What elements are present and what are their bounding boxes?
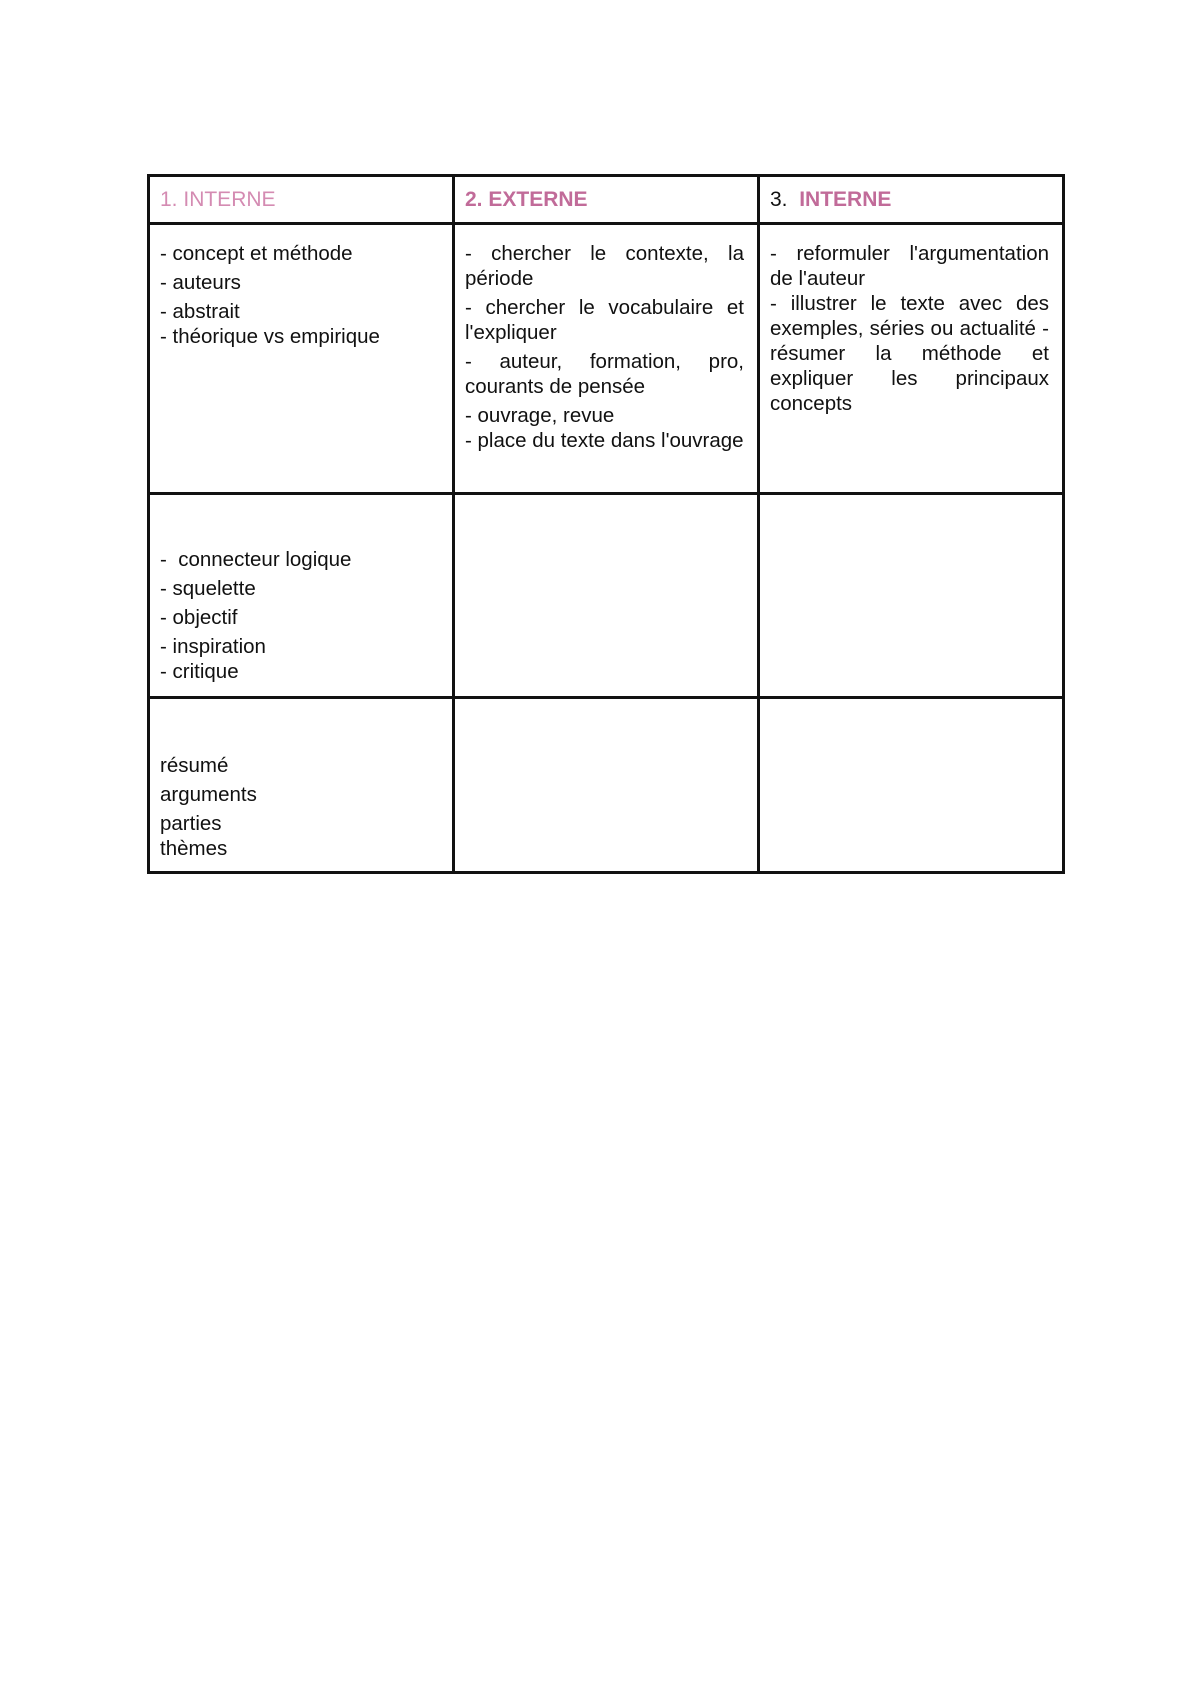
- header-label: INTERNE: [183, 188, 276, 211]
- header-number: 1.: [160, 188, 178, 211]
- cell-row2-col1: [149, 494, 454, 698]
- list-item: - critique: [160, 660, 239, 683]
- table-row: [149, 494, 1064, 698]
- list-item: - reformuler l'argumentation de l'auteur: [770, 242, 1049, 290]
- list-item: - abstrait: [160, 300, 240, 323]
- cell-row2-col3: [759, 494, 1064, 698]
- cell-row3-col3: [759, 698, 1064, 873]
- header-cell-interne-3: [759, 176, 1064, 224]
- list-item: - chercher le vocabulaire et l'expliquer: [465, 296, 744, 344]
- list-item: - auteur, formation, pro, courants de pensée: [465, 350, 744, 398]
- header-number: 2.: [465, 188, 483, 211]
- header-cell-externe: [454, 176, 759, 224]
- header-label: INTERNE: [799, 188, 892, 211]
- cell-row3-col2: [454, 698, 759, 873]
- list-item: - objectif: [160, 606, 238, 629]
- table-row: [149, 698, 1064, 873]
- table-row: [149, 224, 1064, 494]
- methodology-table: [147, 174, 1065, 874]
- header-row: [149, 176, 1064, 224]
- list-item: - place du texte dans l'ouvrage: [465, 429, 744, 452]
- list-item: - ouvrage, revue: [465, 404, 615, 427]
- header-number: 3.: [770, 188, 788, 211]
- list-item: - inspiration: [160, 635, 266, 658]
- list-item: thèmes: [160, 837, 228, 860]
- cell-row2-col2: [454, 494, 759, 698]
- list-item: - concept et méthode: [160, 242, 353, 265]
- cell-row3-col1: [149, 698, 454, 873]
- header-cell-interne-1: [149, 176, 454, 224]
- list-item: parties: [160, 812, 222, 835]
- list-item: résumé: [160, 754, 229, 777]
- list-item: - connecteur logique: [160, 548, 352, 571]
- list-item: arguments: [160, 783, 257, 806]
- list-item: - illustrer le texte avec des exemples, séries ou actualité - résumer la méthode et expliquer les principaux concepts: [770, 292, 1049, 415]
- list-item: - théorique vs empirique: [160, 325, 380, 348]
- list-item: - auteurs: [160, 271, 241, 294]
- cell-row1-col1: [149, 224, 454, 494]
- list-item: - squelette: [160, 577, 256, 600]
- header-label: EXTERNE: [488, 188, 588, 211]
- cell-row1-col3: [759, 224, 1064, 494]
- cell-row1-col2: [454, 224, 759, 494]
- list-item: - chercher le contexte, la période: [465, 242, 744, 290]
